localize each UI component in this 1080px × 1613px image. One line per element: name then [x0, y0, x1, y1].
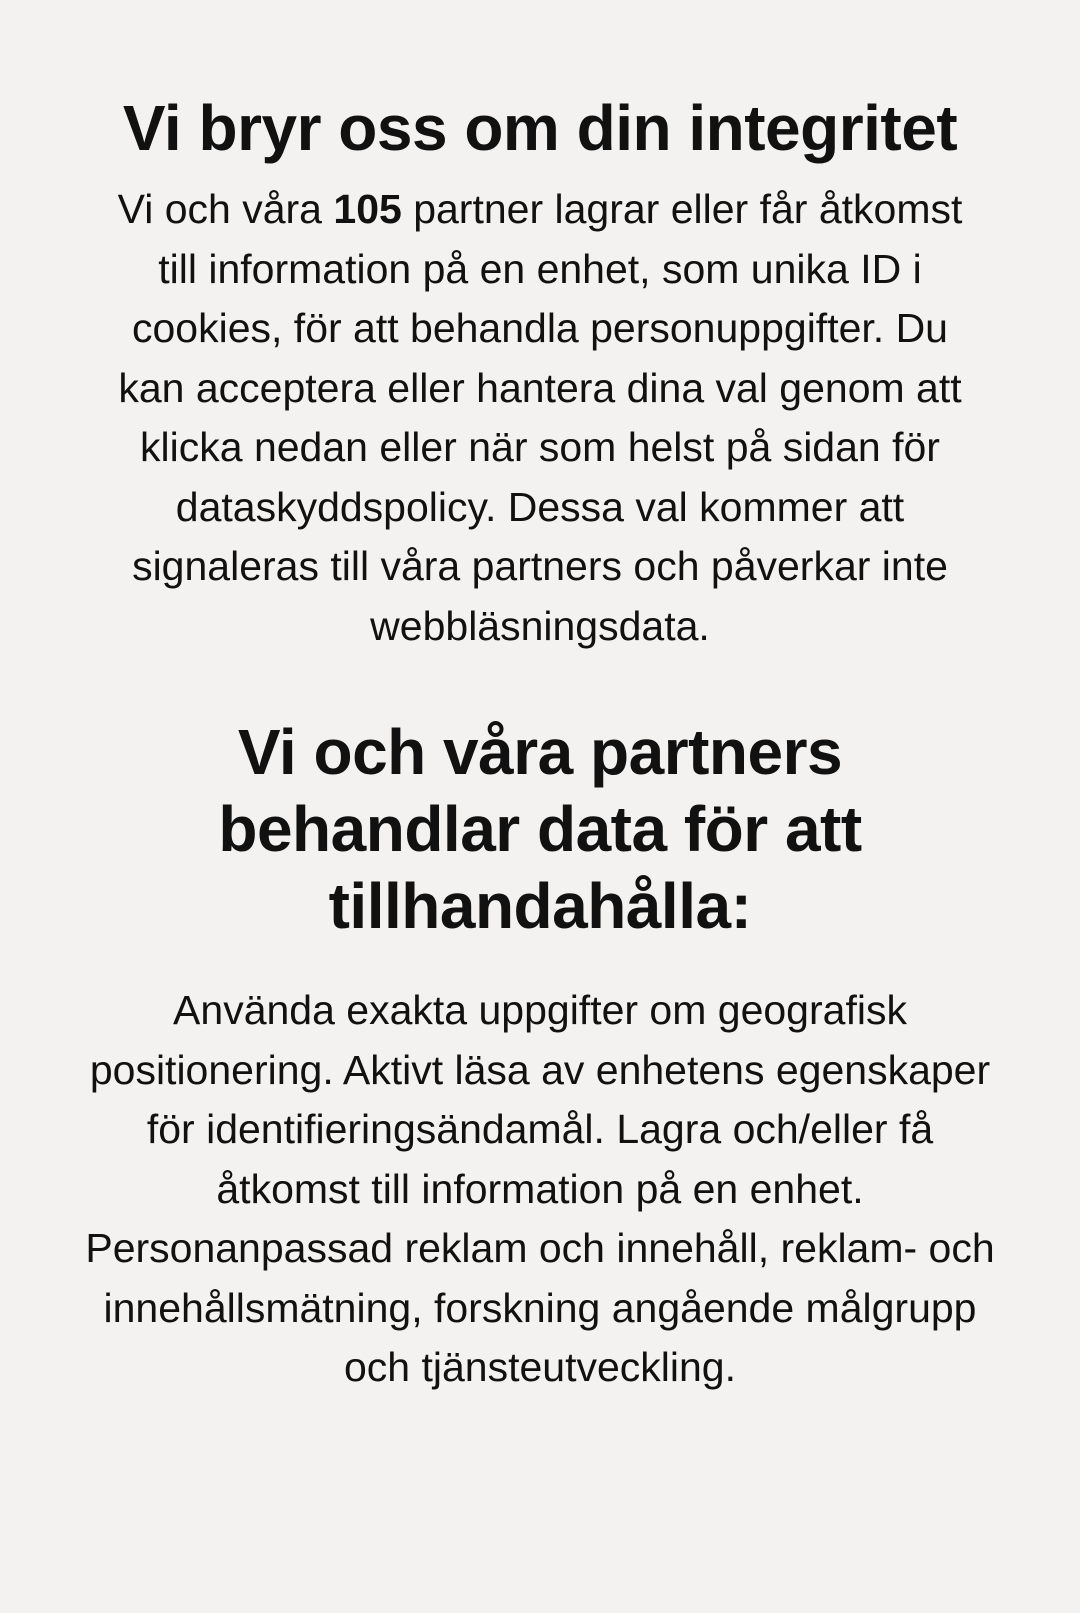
- intro-text-end: partner lagrar eller får åtkomst till information på en enhet, som unika ID i cookies, för att behandla personuppgifter. Du kan acceptera eller hantera dina val genom att klicka nedan eller när som helst på sidan för dataskyddspolicy. Dessa val kommer att signaleras till våra partners och påverkar inte webbläsningsdata.: [118, 186, 963, 649]
- partner-count: 105: [333, 186, 402, 232]
- intro-text: [100, 180, 980, 656]
- purposes-heading: Vi och våra partners behandlar data för att tillhandahålla:: [218, 716, 862, 942]
- intro-text-start: Vi och våra: [117, 186, 334, 232]
- dialog-title: Vi bryr oss om din integritet: [122, 92, 958, 164]
- purposes-text: Använda exakta uppgifter om geografisk positionering. Aktivt läsa av enhetens egenskaper för identifieringsändamål. Lagra och/eller få åtkomst till information på en enhet. Personanpassad reklam och innehåll, reklam- och innehållsmätning, forskning angående målgrupp och tjänsteutveckling.: [85, 987, 995, 1390]
